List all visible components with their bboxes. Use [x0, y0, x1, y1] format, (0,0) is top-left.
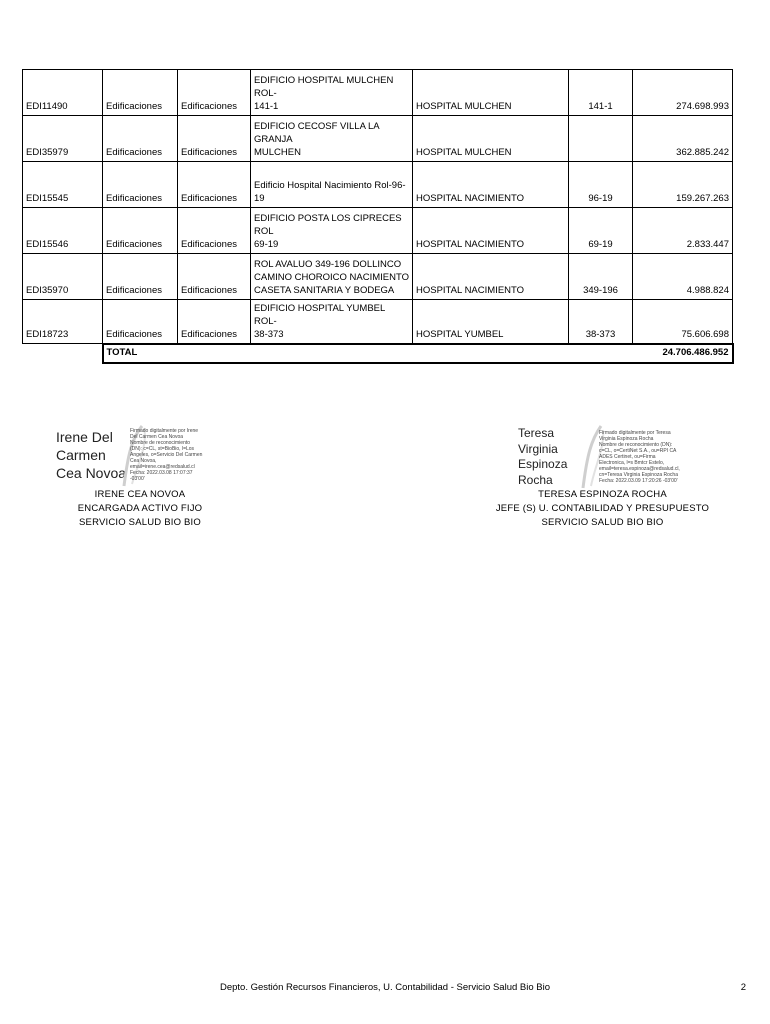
- total-value: 24.706.486.952: [633, 344, 733, 363]
- asset-code-cell: EDI35979: [23, 116, 103, 162]
- signer-role-left: ENCARGADA ACTIVO FIJO: [77, 503, 203, 514]
- signer-name-left: Irene Del Carmen Cea Novoa: [56, 429, 127, 481]
- table-row: [23, 208, 733, 254]
- description-line: CAMINO CHOROICO NACIMIENTO: [254, 272, 409, 283]
- asset-value-cell: 75.606.698: [633, 300, 733, 344]
- description-line: 141-1: [254, 101, 279, 112]
- asset-class-cell: Edificaciones: [178, 116, 251, 162]
- table-row: [23, 70, 733, 116]
- asset-description-cell: [251, 116, 413, 162]
- signer-fullname-right: TERESA ESPINOZA ROCHA: [538, 489, 667, 500]
- signature-caption-left: [40, 488, 240, 530]
- description-line: EDIFICIO POSTA LOS CIPRECES ROL: [254, 213, 402, 237]
- asset-class-cell: Edificaciones: [178, 300, 251, 344]
- asset-code-cell: EDI15546: [23, 208, 103, 254]
- signer-org-right: SERVICIO SALUD BIO BIO: [541, 517, 664, 528]
- asset-location-cell: HOSPITAL NACIMIENTO: [413, 162, 569, 208]
- description-line: EDIFICIO HOSPITAL MULCHEN ROL-: [254, 75, 394, 99]
- table-row: [23, 116, 733, 162]
- asset-value-cell: 362.885.242: [633, 116, 733, 162]
- page-footer: Depto. Gestión Recursos Financieros, U. Contabilidad - Servicio Salud Bio Bio: [219, 982, 551, 993]
- signature-info-right: Firmado digitalmente por Teresa Virginia Espinoza Rocha Nombre de reconocimiento (DN): c=CL, o=CertiNet S.A., ou=RPI CA ADES Certinet, ou=Firma Electronica, l=s Bmtcr Estelo, email=teresa.espinoza@redsalud.cl, cn=Teresa Virginia Espinoza Rocha Fecha: 2022.03.09 17:20:26 -03'00': [599, 430, 680, 484]
- asset-code-cell: EDI18723: [23, 300, 103, 344]
- asset-value-cell: 159.267.263: [633, 162, 733, 208]
- description-line: ROL AVALUO 349-196 DOLLINCO: [254, 259, 402, 270]
- signature-caption-right: [470, 488, 735, 530]
- asset-class-cell: Edificaciones: [178, 208, 251, 254]
- asset-rol-cell: [569, 116, 633, 162]
- table-row: [23, 254, 733, 300]
- description-line: 38-373: [254, 328, 284, 340]
- asset-location-cell: HOSPITAL MULCHEN: [413, 116, 569, 162]
- signature-info-left: Firmado digitalmente por Irene Del Carmen Cea Novoa Nombre de reconocimiento (DN): c=CL, st=BioBio, l=Los Angeles, o=Servicio Del Carmen Cea Novoa, email=irene.cea@redsalud.cl Fecha: 2022.03.08 17:07:37 -03'00': [130, 428, 203, 482]
- signature-left: [50, 424, 250, 488]
- asset-rol-cell: 69-19: [569, 208, 633, 254]
- asset-location-cell: HOSPITAL MULCHEN: [413, 70, 569, 116]
- table-row: [23, 300, 733, 344]
- asset-code-cell: EDI15545: [23, 162, 103, 208]
- asset-type-cell: Edificaciones: [103, 70, 178, 116]
- asset-location-cell: HOSPITAL NACIMIENTO: [413, 254, 569, 300]
- asset-type-cell: Edificaciones: [103, 208, 178, 254]
- asset-value-cell: 2.833.447: [633, 208, 733, 254]
- asset-code-cell: EDI35970: [23, 254, 103, 300]
- signer-fullname-left: IRENE CEA NOVOA: [94, 489, 186, 500]
- description-line: MULCHEN: [254, 147, 301, 158]
- asset-value-cell: 274.698.993: [633, 70, 733, 116]
- description-line: CASETA SANITARIA Y BODEGA: [254, 285, 395, 296]
- asset-class-cell: Edificaciones: [178, 254, 251, 300]
- description-line: Edificio Hospital Nacimiento Rol-96-: [254, 180, 406, 191]
- table-row: [23, 162, 733, 208]
- asset-description-cell: [251, 208, 413, 254]
- asset-rol-cell: 349-196: [569, 254, 633, 300]
- asset-code-cell: EDI11490: [23, 70, 103, 116]
- asset-description-cell: [251, 70, 413, 116]
- description-line: 19: [254, 193, 265, 204]
- asset-rol-cell: 96-19: [569, 162, 633, 208]
- asset-class-cell: Edificaciones: [178, 70, 251, 116]
- asset-rol-cell: 38-373: [569, 300, 633, 344]
- description-line: EDIFICIO HOSPITAL YUMBEL ROL-: [254, 302, 385, 327]
- total-label: TOTAL: [103, 344, 633, 363]
- asset-type-cell: Edificaciones: [103, 162, 178, 208]
- asset-description-cell: [251, 300, 413, 344]
- signer-role-right: JEFE (S) U. CONTABILIDAD Y PRESUPUESTO: [495, 503, 710, 514]
- signer-org-left: SERVICIO SALUD BIO BIO: [79, 517, 201, 528]
- page-number: 2: [740, 982, 746, 993]
- description-line: EDIFICIO CECOSF VILLA LA GRANJA: [254, 121, 380, 145]
- asset-type-cell: Edificaciones: [103, 116, 178, 162]
- asset-type-cell: Edificaciones: [103, 300, 178, 344]
- asset-location-cell: HOSPITAL NACIMIENTO: [413, 208, 569, 254]
- asset-description-cell: [251, 162, 413, 208]
- signer-name-right: Teresa Virginia Espinoza Rocha: [518, 426, 568, 487]
- asset-rol-cell: 141-1: [569, 70, 633, 116]
- asset-location-cell: HOSPITAL YUMBEL: [413, 300, 569, 344]
- empty-cell: [23, 344, 103, 363]
- description-line: 69-19: [254, 239, 279, 250]
- asset-class-cell: Edificaciones: [178, 162, 251, 208]
- assets-table: [22, 69, 734, 364]
- asset-type-cell: Edificaciones: [103, 254, 178, 300]
- signature-right: [515, 424, 695, 488]
- total-row: [23, 344, 733, 363]
- asset-value-cell: 4.988.824: [633, 254, 733, 300]
- asset-description-cell: [251, 254, 413, 300]
